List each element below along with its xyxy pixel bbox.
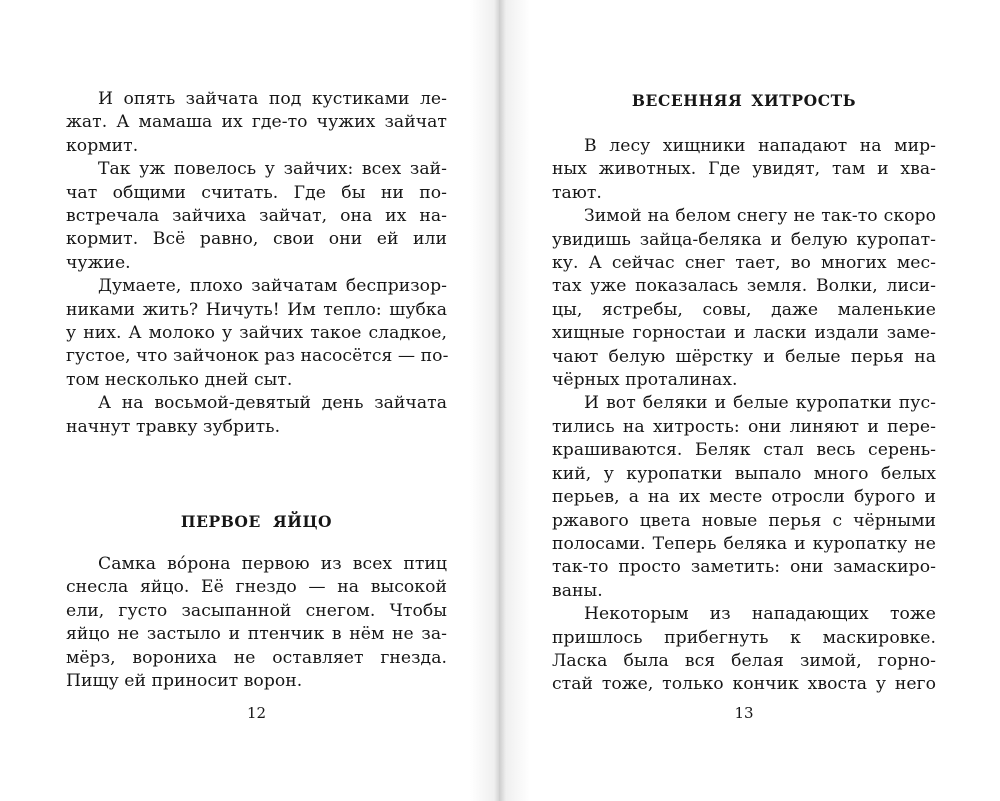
- text-line: перьев, а на их месте отросли бурого и: [552, 487, 936, 508]
- text-line: тают.: [552, 182, 602, 203]
- text-line: у них. А молоко у зайчих такое сладкое,: [66, 323, 447, 344]
- text-line: пришлось прибегнуть к маскировке.: [552, 627, 936, 648]
- left-page-number: 12: [246, 704, 267, 722]
- text-line: чёрных проталинах.: [552, 370, 738, 391]
- text-line: снесла яйцо. Её гнездо — на высокой: [66, 577, 447, 598]
- text-line: встречала зайчиха зайчат, она их на-: [66, 206, 447, 227]
- text-line: И вот беляки и белые куропатки пус-: [584, 393, 936, 414]
- text-line: Так уж повелось у зайчих: всех зай-: [98, 159, 447, 180]
- text-line: ели, густо засыпанной снегом. Чтобы: [66, 600, 447, 621]
- right-page-heading: ВЕСЕННЯЯ ХИТРОСТЬ: [631, 91, 857, 110]
- book-gutter-shadow: [470, 0, 530, 801]
- text-line: ных животных. Где увидят, там и хва-: [552, 159, 936, 180]
- text-line: чат общими считать. Где бы ни по-: [66, 182, 447, 203]
- text-line: мёрз, ворониха не оставляет гнезда.: [66, 647, 447, 668]
- text-line: Ласка была вся белая зимой, горно-: [552, 650, 936, 671]
- text-line: цы, ястребы, совы, даже маленькие: [552, 299, 936, 320]
- text-line: Самка во́рона первою из всех птиц: [98, 554, 447, 574]
- text-line: тились на хитрость: они линяют и пере-: [552, 416, 936, 437]
- text-line: тах уже показалась земля. Волки, лиси-: [552, 276, 936, 297]
- text-line: крашиваются. Беляк стал весь серень-: [552, 440, 936, 461]
- left-page-text-block-2: [66, 553, 447, 693]
- text-line: ваны.: [552, 580, 603, 601]
- text-line: начнут травку зубрить.: [66, 416, 281, 437]
- right-page: [552, 0, 936, 801]
- text-line: густое, что зайчонок раз насосётся — по-: [66, 346, 449, 367]
- text-line: кормит. Всё равно, свои они ей или: [66, 229, 447, 250]
- text-line: чают белую шёрстку и белые перья на: [552, 346, 936, 367]
- text-line: яйцо не застыло и птенчик в нём не за-: [66, 624, 447, 645]
- left-page: [66, 0, 447, 801]
- text-line: кий, у куропатки выпало много белых: [552, 463, 936, 484]
- text-line: Думаете, плохо зайчатам беспризор-: [98, 276, 447, 297]
- text-line: В лесу хищники нападают на мир-: [584, 136, 936, 156]
- text-line: том несколько дней сыт.: [66, 369, 293, 390]
- text-line: хищные горностаи и ласки издали заме-: [552, 323, 936, 344]
- right-page-number: 13: [734, 704, 754, 722]
- text-line: никами жить? Ничуть! Им тепло: шубка: [66, 299, 447, 320]
- left-page-heading: ПЕРВОЕ ЯЙЦО: [180, 512, 333, 531]
- text-line: Пищу ей приносит ворон.: [66, 671, 303, 692]
- text-line: стай тоже, только кончик хвоста у него: [552, 674, 936, 695]
- text-line: И опять зайчата под кустиками ле-: [98, 89, 447, 109]
- text-line: ржавого цвета новые перья с чёрными: [552, 510, 936, 531]
- text-line: полосами. Теперь беляка и куропатку не: [552, 533, 936, 554]
- text-line: А на восьмой-девятый день зайчата: [98, 393, 447, 414]
- text-line: так-то просто заметить: они замаскиро-: [552, 557, 936, 578]
- text-line: ку. А сейчас снег тает, во многих мес-: [552, 253, 936, 274]
- left-page-text-block-1: [66, 88, 447, 439]
- text-line: Некоторым из нападающих тоже: [584, 604, 936, 625]
- right-page-text-block: [552, 135, 936, 697]
- text-line: Зимой на белом снегу не так-то скоро: [584, 206, 936, 227]
- text-line: жат. А мамаша их где-то чужих зайчат: [66, 112, 447, 133]
- text-line: чужие.: [66, 252, 131, 273]
- text-line: кормит.: [66, 135, 139, 156]
- book-spine-line: [499, 0, 500, 801]
- text-line: увидишь зайца-беляка и белую куропат-: [552, 229, 936, 250]
